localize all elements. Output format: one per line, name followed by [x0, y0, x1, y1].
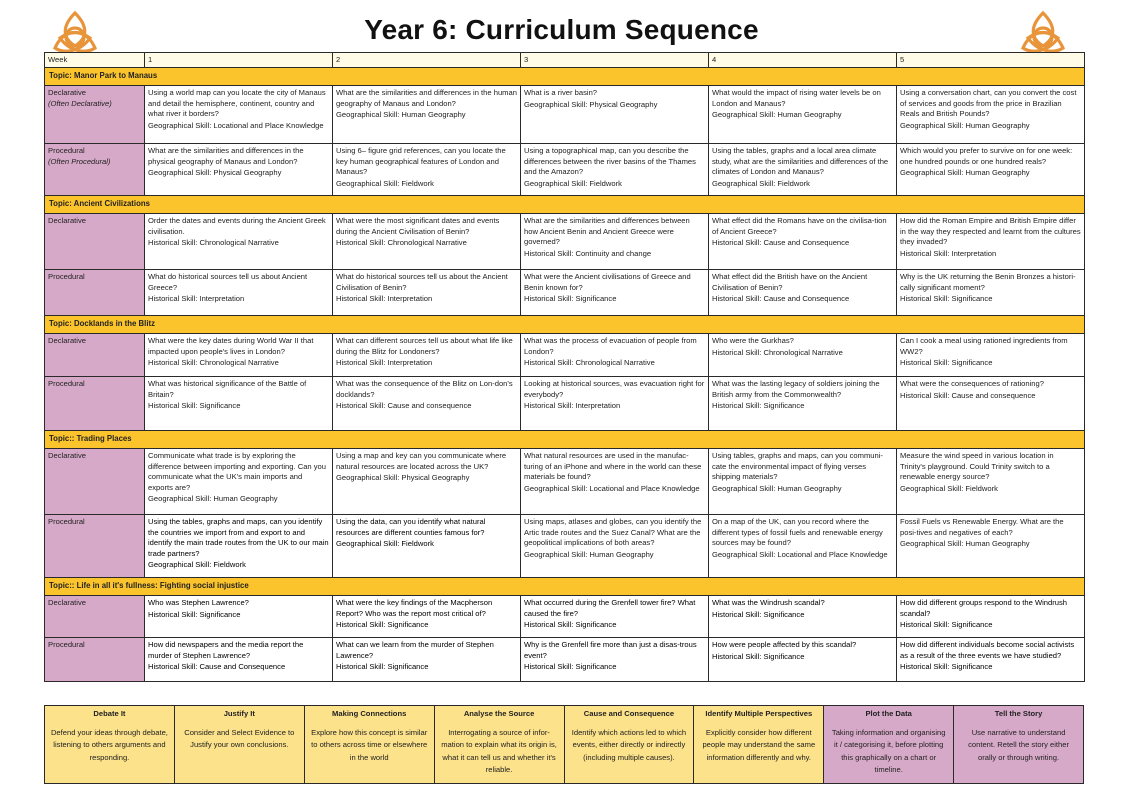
skills-strip — [44, 705, 1084, 784]
skill-description: Interrogating a source of infor-mation to explain what its origin is, what it can tell us and whether it's reliable. — [441, 727, 557, 775]
lesson-skill: Geographical Skill: Fieldwork — [336, 539, 434, 549]
skill-description: Explore how this concept is similar to others across time or elsewhere in the world — [311, 727, 428, 762]
lesson-cell — [333, 270, 521, 316]
lesson-row — [45, 334, 1085, 377]
lesson-cell — [145, 144, 333, 196]
skill-title: Analyse the Source — [463, 709, 535, 718]
lesson-question: What occurred during the Grenfell tower fire? What caused the fire? — [524, 598, 696, 618]
lesson-question: Fossil Fuels vs Renewable Energy. What are the posi-tives and negatives of each? — [900, 517, 1064, 537]
lesson-cell — [897, 270, 1085, 316]
knowledge-type-label — [45, 144, 145, 196]
knowledge-type: Procedural — [48, 517, 85, 527]
lesson-skill: Geographical Skill: Human Geography — [900, 168, 1030, 178]
topic-title: Topic: Manor Park to Manaus — [45, 68, 1085, 86]
lesson-skill: Geographical Skill: Fieldwork — [336, 178, 434, 188]
topic-row — [45, 68, 1085, 86]
skill-title: Debate It — [93, 709, 126, 718]
lesson-cell — [521, 270, 709, 316]
knowledge-type: Declarative — [48, 216, 86, 226]
lesson-row — [45, 596, 1085, 638]
lesson-cell — [145, 638, 333, 682]
lesson-question: What were the most significant dates and events during the Ancient Civilisation of Benin? — [336, 216, 500, 236]
lesson-row — [45, 377, 1085, 431]
trinity-knot-logo-icon — [1018, 8, 1068, 56]
lesson-cell — [897, 334, 1085, 377]
lesson-cell — [897, 515, 1085, 578]
lesson-skill: Historical Skill: Interpretation — [900, 248, 997, 258]
skill-card — [304, 706, 434, 784]
lesson-cell — [145, 449, 333, 515]
lesson-skill: Historical Skill: Chronological Narrative — [336, 238, 467, 248]
knowledge-type: Procedural — [48, 379, 85, 389]
lesson-cell — [333, 377, 521, 431]
lesson-skill: Historical Skill: Interpretation — [336, 358, 433, 368]
skill-card — [564, 706, 694, 784]
lesson-skill: Historical Skill: Significance — [336, 662, 429, 672]
lesson-skill: Historical Skill: Cause and Consequence — [712, 238, 850, 248]
lesson-question: What natural resources are used in the manufac-turing of an iPhone and where in the world can these materials be found? — [524, 451, 702, 482]
lesson-question: What was the process of evacuation of people from London? — [524, 336, 697, 356]
knowledge-type-label — [45, 377, 145, 431]
knowledge-type-label — [45, 270, 145, 316]
lesson-skill: Geographical Skill: Human Geography — [524, 549, 654, 559]
lesson-question: What do historical sources tell us about Ancient Greece? — [148, 272, 308, 292]
lesson-skill: Geographical Skill: Locational and Place Knowledge — [148, 120, 324, 130]
knowledge-type: Procedural — [48, 272, 85, 282]
lesson-cell — [333, 214, 521, 270]
knowledge-type-note: (Often Procedural) — [48, 156, 111, 166]
lesson-question: What would the impact of rising water levels be on London and Manaus? — [712, 88, 881, 108]
lesson-skill: Historical Skill: Significance — [524, 662, 617, 672]
lesson-question: Who were the Gurkhas? — [712, 336, 794, 346]
lesson-cell — [709, 596, 897, 638]
lesson-skill: Historical Skill: Significance — [900, 358, 993, 368]
topic-row — [45, 196, 1085, 214]
knowledge-type-label — [45, 515, 145, 578]
skill-title: Plot the Data — [865, 709, 912, 718]
topic-title: Topic:: Life in all it's fullness: Fighting social injustice — [45, 578, 1085, 596]
lesson-cell — [521, 596, 709, 638]
lesson-skill: Historical Skill: Interpretation — [524, 401, 621, 411]
knowledge-type-label — [45, 596, 145, 638]
curriculum-table — [44, 52, 1085, 682]
lesson-skill: Geographical Skill: Human Geography — [900, 120, 1030, 130]
skill-title: Identify Multiple Perspectives — [705, 709, 813, 718]
lesson-row — [45, 86, 1085, 144]
skill-title: Justify It — [223, 709, 255, 718]
lesson-question: Using a topographical map, can you describe the differences between the river basins of the Thames and the Amazon? — [524, 146, 696, 177]
lesson-skill: Geographical Skill: Human Geography — [148, 494, 278, 504]
lesson-question: What were the key findings of the Macpherson Report? Who was the report most critical of? — [336, 598, 493, 618]
lesson-skill: Geographical Skill: Fieldwork — [900, 483, 998, 493]
knowledge-type: Declarative — [48, 451, 86, 461]
lesson-row — [45, 144, 1085, 196]
lesson-question: Using 6– figure grid references, can you locate the key human geographical features of London and Manaus? — [336, 146, 506, 177]
week-header-row — [45, 53, 1085, 68]
lesson-question: What were the consequences of rationing? — [900, 379, 1044, 389]
skill-title: Making Connections — [332, 709, 407, 718]
lesson-question: Using the data, can you identify what natural resources are different counties famous for? — [336, 517, 486, 537]
lesson-row — [45, 214, 1085, 270]
lesson-skill: Historical Skill: Cause and consequence — [900, 390, 1036, 400]
lesson-question: How did different groups respond to the Windrush scandal? — [900, 598, 1068, 618]
knowledge-type-note: (Often Declarative) — [48, 98, 112, 108]
skill-card — [694, 706, 824, 784]
lesson-cell — [333, 334, 521, 377]
lesson-skill: Historical Skill: Chronological Narrative — [712, 347, 843, 357]
lesson-question: What do historical sources tell us about the Ancient Civilisation of Benin? — [336, 272, 508, 292]
lesson-skill: Geographical Skill: Locational and Place Knowledge — [524, 483, 700, 493]
lesson-question: How did the Roman Empire and British Empire differ in the way they respected and learnt from the cultures they invaded? — [900, 216, 1081, 247]
lesson-cell — [709, 334, 897, 377]
lesson-cell — [521, 515, 709, 578]
lesson-question: What were the Ancient civilisations of Greece and Benin known for? — [524, 272, 691, 292]
week-number: 2 — [333, 53, 521, 68]
lesson-question: How did newspapers and the media report the murder of Stephen Lawrence? — [148, 640, 304, 660]
knowledge-type-label — [45, 86, 145, 144]
lesson-question: Can I cook a meal using rationed ingredients from WW2? — [900, 336, 1068, 356]
lesson-question: Using the tables, graphs and a local area climate study, what are the similarities and differences of the climates of London and Manaus? — [712, 146, 889, 177]
lesson-question: What effect did the Romans have on the civilisa-tion of Ancient Greece? — [712, 216, 887, 236]
lesson-question: What was historical significance of the Battle of Britain? — [148, 379, 307, 399]
lesson-cell — [897, 638, 1085, 682]
lesson-question: On a map of the UK, can you record where the different types of fossil fuels and renewable energy sources may be found? — [712, 517, 883, 548]
lesson-cell — [145, 377, 333, 431]
lesson-question: What was the consequence of the Blitz on Lon-don's docklands? — [336, 379, 513, 399]
lesson-cell — [521, 449, 709, 515]
lesson-skill: Historical Skill: Significance — [148, 401, 241, 411]
lesson-skill: Geographical Skill: Human Geography — [336, 110, 466, 120]
lesson-cell — [521, 86, 709, 144]
knowledge-type: Procedural — [48, 146, 85, 156]
skill-card — [434, 706, 564, 784]
lesson-cell — [521, 144, 709, 196]
knowledge-type: Declarative — [48, 336, 86, 346]
lesson-cell — [709, 144, 897, 196]
lesson-question: Using a conversation chart, can you convert the cost of services and goods from the price in Brazilian Reals and British Pounds? — [900, 88, 1077, 119]
lesson-question: What can different sources tell us about what life like during the Blitz for Londoners? — [336, 336, 513, 356]
lesson-cell — [521, 334, 709, 377]
lesson-row — [45, 270, 1085, 316]
lesson-cell — [333, 144, 521, 196]
lesson-skill: Geographical Skill: Physical Geography — [148, 168, 282, 178]
lesson-row — [45, 515, 1085, 578]
topic-title: Topic: Docklands in the Blitz — [45, 316, 1085, 334]
knowledge-type: Declarative — [48, 598, 86, 608]
knowledge-type: Procedural — [48, 640, 85, 650]
lesson-skill: Historical Skill: Interpretation — [336, 294, 433, 304]
lesson-cell — [521, 214, 709, 270]
lesson-question: How did different individuals become social activists as a result of the three events we have studied? — [900, 640, 1075, 660]
lesson-cell — [709, 214, 897, 270]
skills-strip-row — [45, 706, 1084, 784]
lesson-cell — [145, 334, 333, 377]
lesson-row — [45, 638, 1085, 682]
lesson-skill: Historical Skill: Cause and consequence — [336, 401, 472, 411]
lesson-cell — [897, 86, 1085, 144]
lesson-skill: Historical Skill: Significance — [524, 620, 617, 630]
skill-description: Use narrative to understand content. Retell the story either orally or through writing. — [968, 727, 1069, 762]
lesson-question: What can we learn from the murder of Stephen Lawrence? — [336, 640, 494, 660]
lesson-cell — [145, 86, 333, 144]
lesson-cell — [145, 596, 333, 638]
lesson-cell — [333, 86, 521, 144]
week-label: Week — [45, 53, 145, 68]
week-number: 1 — [145, 53, 333, 68]
lesson-cell — [709, 270, 897, 316]
lesson-skill: Historical Skill: Significance — [712, 651, 805, 661]
lesson-skill: Geographical Skill: Fieldwork — [524, 178, 622, 188]
lesson-question: Order the dates and events during the Ancient Greek civilisation. — [148, 216, 326, 236]
lesson-skill: Historical Skill: Significance — [900, 294, 993, 304]
knowledge-type-label — [45, 334, 145, 377]
topic-row — [45, 316, 1085, 334]
lesson-skill: Historical Skill: Cause and Consequence — [712, 294, 850, 304]
lesson-question: What were the key dates during World War II that impacted upon people's lives in London? — [148, 336, 314, 356]
lesson-question: Why is the Grenfell fire more than just a disas-trous event? — [524, 640, 697, 660]
lesson-question: What are the similarities and differences in the physical geography of Manaus and London? — [148, 146, 304, 166]
lesson-cell — [709, 449, 897, 515]
lesson-skill: Historical Skill: Significance — [712, 401, 805, 411]
lesson-question: What was the lasting legacy of soldiers joining the British army from the Commonwealth? — [712, 379, 880, 399]
lesson-skill: Historical Skill: Cause and Consequence — [148, 662, 286, 672]
lesson-question: Using the tables, graphs and maps, can you identify the countries we import from and export to and identify the main trade routes from the UK to our main trade partners? — [148, 517, 329, 558]
skill-card — [954, 706, 1084, 784]
lesson-question: Using a map and key can you communicate where natural resources are located across the UK? — [336, 451, 507, 471]
knowledge-type-label — [45, 214, 145, 270]
lesson-cell — [145, 515, 333, 578]
skill-title: Tell the Story — [994, 709, 1043, 718]
lesson-skill: Historical Skill: Significance — [524, 294, 617, 304]
lesson-skill: Historical Skill: Continuity and change — [524, 248, 652, 258]
lesson-question: What are the similarities and differences in the human geography of Manaus and London? — [336, 88, 517, 108]
lesson-question: What effect did the British have on the Ancient Civilisation of Benin? — [712, 272, 868, 292]
week-number: 3 — [521, 53, 709, 68]
lesson-cell — [897, 377, 1085, 431]
lesson-skill: Historical Skill: Significance — [336, 620, 429, 630]
lesson-cell — [333, 515, 521, 578]
lesson-cell — [709, 638, 897, 682]
lesson-skill: Historical Skill: Significance — [712, 609, 805, 619]
week-number: 5 — [897, 53, 1085, 68]
lesson-cell — [521, 377, 709, 431]
lesson-question: Measure the wind speed in various location in Trinity's playground. Could Trinity switch to a renewable energy source? — [900, 451, 1054, 482]
lesson-question: Using tables, graphs and maps, can you communi-cate the environmental impact of flying verses shipping materials? — [712, 451, 883, 482]
lesson-skill: Historical Skill: Chronological Narrative — [148, 358, 279, 368]
lesson-skill: Historical Skill: Chronological Narrative — [148, 238, 279, 248]
lesson-skill: Geographical Skill: Human Geography — [900, 539, 1030, 549]
lesson-cell — [145, 214, 333, 270]
lesson-skill: Geographical Skill: Fieldwork — [712, 178, 810, 188]
lesson-cell — [897, 144, 1085, 196]
lesson-cell — [709, 86, 897, 144]
lesson-question: Communicate what trade is by exploring the difference between importing and exporting. Can you communicate what the UK's main imports and exports are? — [148, 451, 327, 492]
skill-description: Taking information and organising it / categorising it, before plotting this graphically on a chart or timeline. — [831, 727, 946, 775]
lesson-question: Why is the UK returning the Benin Bronzes a histori-cally significant moment? — [900, 272, 1076, 292]
lesson-row — [45, 449, 1085, 515]
lesson-question: Using maps, atlases and globes, can you identify the Artic trade routes and the Suez Canal? What are the geopolitical implications of both areas? — [524, 517, 702, 548]
lesson-question: Using a world map can you locate the city of Manaus and detail the hemisphere, continent, country and what river it borders? — [148, 88, 326, 119]
lesson-question: Who was Stephen Lawrence? — [148, 598, 249, 608]
week-number: 4 — [709, 53, 897, 68]
skill-card — [45, 706, 175, 784]
skill-card — [824, 706, 954, 784]
lesson-cell — [897, 214, 1085, 270]
lesson-cell — [333, 638, 521, 682]
lesson-question: What are the similarities and differences between how Ancient Benin and Ancient Greece were governed? — [524, 216, 690, 247]
lesson-question: How were people affected by this scandal? — [712, 640, 857, 650]
skill-description: Defend your ideas through debate, listening to others arguments and responding. — [50, 727, 168, 762]
lesson-cell — [145, 270, 333, 316]
lesson-skill: Geographical Skill: Human Geography — [712, 483, 842, 493]
lesson-cell — [897, 449, 1085, 515]
lesson-cell — [333, 596, 521, 638]
skill-description: Identify which actions led to which events, either directly or indirectly (including multiple causes). — [571, 727, 687, 762]
lesson-skill: Geographical Skill: Fieldwork — [148, 560, 246, 570]
lesson-skill: Geographical Skill: Physical Geography — [524, 99, 658, 109]
topic-row — [45, 431, 1085, 449]
skill-description: Consider and Select Evidence to Justify your own conclusions. — [184, 727, 295, 750]
lesson-skill: Historical Skill: Significance — [900, 620, 993, 630]
lesson-question: Which would you prefer to survive on for one week: one hundred pounds or one hundred reals? — [900, 146, 1073, 166]
knowledge-type: Declarative — [48, 88, 86, 98]
lesson-skill: Historical Skill: Chronological Narrative — [524, 358, 655, 368]
knowledge-type-label — [45, 638, 145, 682]
lesson-cell — [333, 449, 521, 515]
lesson-skill: Geographical Skill: Human Geography — [712, 110, 842, 120]
lesson-skill: Historical Skill: Significance — [148, 609, 241, 619]
knowledge-type-label — [45, 449, 145, 515]
topic-title: Topic: Ancient Civilizations — [45, 196, 1085, 214]
lesson-question: What is a river basin? — [524, 88, 598, 98]
lesson-skill: Geographical Skill: Locational and Place Knowledge — [712, 549, 888, 559]
lesson-skill: Historical Skill: Interpretation — [148, 294, 245, 304]
lesson-cell — [897, 596, 1085, 638]
lesson-cell — [521, 638, 709, 682]
topic-title: Topic:: Trading Places — [45, 431, 1085, 449]
page-title: Year 6: Curriculum Sequence — [364, 14, 759, 45]
lesson-skill: Historical Skill: Significance — [900, 662, 993, 672]
lesson-cell — [709, 377, 897, 431]
skill-title: Cause and Consequence — [583, 709, 675, 718]
topic-row — [45, 578, 1085, 596]
skill-description: Explicitly consider how different people may understand the same information differently and why. — [702, 727, 816, 762]
skill-card — [174, 706, 304, 784]
trinity-knot-logo-icon — [50, 8, 100, 56]
lesson-question: What was the Windrush scandal? — [712, 598, 825, 608]
lesson-question: Looking at historical sources, was evacuation right for everybody? — [524, 379, 705, 399]
lesson-skill: Geographical Skill: Physical Geography — [336, 473, 470, 483]
lesson-cell — [709, 515, 897, 578]
